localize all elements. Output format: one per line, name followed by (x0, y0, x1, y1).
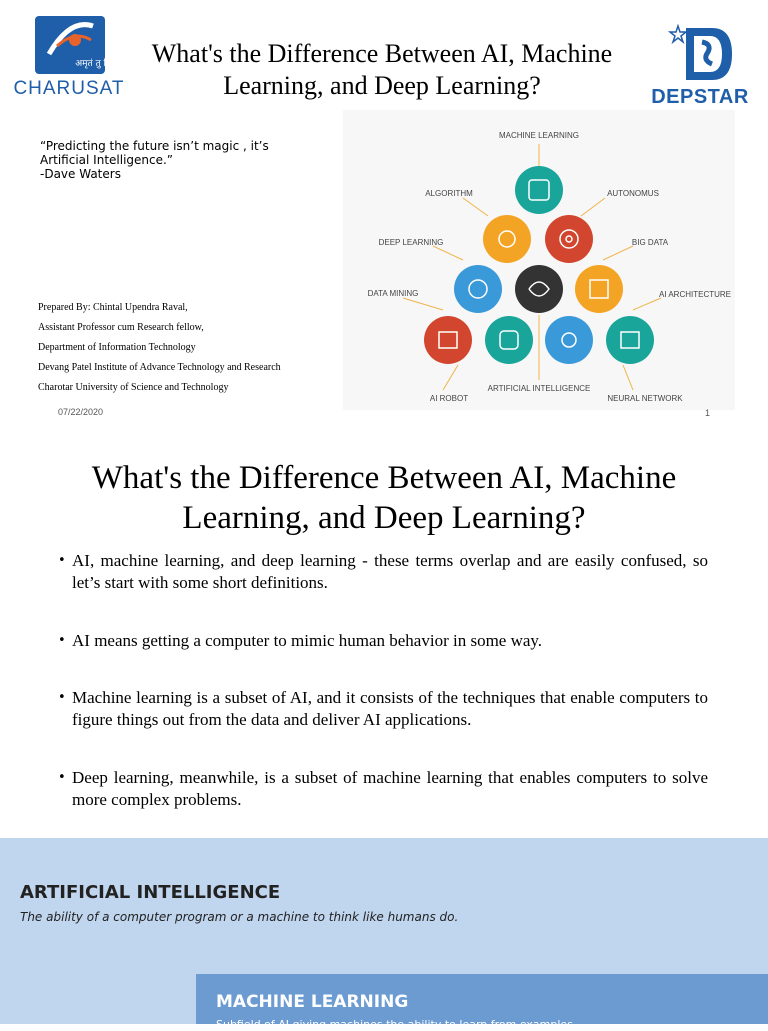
ml-heading: MACHINE LEARNING (216, 992, 409, 1012)
slide2-title: What's the Difference Between AI, Machine Learning, and Deep Learning? (91, 460, 677, 536)
deep-learning-node (454, 265, 502, 313)
quote-line: Artificial Intelligence.” (40, 153, 174, 167)
label-autonomus: AUTONOMUS (607, 189, 659, 198)
quote-line: “Predicting the future isn’t magic , it’s (40, 139, 269, 153)
prepared-by-line: Prepared By: Chintal Upendra Raval, (38, 302, 188, 313)
bullet-icon: • (58, 770, 66, 785)
ai-robot-node (424, 316, 472, 364)
prepared-by-block (38, 298, 338, 398)
autonomus-node (545, 215, 593, 263)
label-big-data: BIG DATA (631, 238, 669, 247)
algorithm-node (483, 215, 531, 263)
quote-block (40, 139, 310, 181)
bullet-icon: • (58, 690, 66, 705)
prepared-by-line: Devang Patel Institute of Advance Technology and Research (38, 362, 281, 373)
bullet-item (58, 687, 708, 731)
ai-architecture-node (606, 316, 654, 364)
ai-hierarchy-slide (0, 838, 768, 1031)
depstar-logo (650, 20, 750, 112)
label-machine-learning: MACHINE LEARNING (498, 131, 580, 140)
slide-date: 07/22/2020 (58, 407, 104, 417)
ml-subtext: Subfield of AI giving machines the ability to learn from examples (216, 1018, 573, 1031)
ai-heading: ARTIFICIAL INTELLIGENCE (20, 882, 281, 903)
bullet-text: AI means getting a computer to mimic human behavior in some way. (72, 631, 543, 650)
bullet-icon: • (58, 633, 66, 648)
bullet-text: Machine learning is a subset of AI, and it consists of the techniques that enable computers to figure things out from the data and deliver AI applications. (72, 688, 708, 729)
big-data-node (575, 265, 623, 313)
definitions-slide (0, 438, 768, 828)
machine-learning-node (515, 166, 563, 214)
bullet-icon: • (58, 553, 66, 568)
title-slide (0, 0, 768, 430)
charusat-motto: अमृतं तु विद्या (75, 59, 119, 69)
charusat-name: CHARUSAT (13, 78, 125, 99)
label-ai-architecture: AI ARCHITECTURE (658, 290, 732, 299)
center-ai-node (515, 265, 563, 313)
prepared-by-line: Assistant Professor cum Research fellow, (38, 322, 204, 333)
label-artificial-intelligence: ARTIFICIAL INTELLIGENCE (487, 384, 591, 393)
ai-concept-diagram (343, 110, 735, 410)
label-neural-network: NEURAL NETWORK (607, 394, 683, 403)
depstar-emblem-icon (650, 20, 750, 84)
depstar-name: DEPSTAR (651, 86, 749, 108)
prepared-by-line: Department of Information Technology (38, 342, 196, 353)
prepared-by-line: Charotar University of Science and Technology (38, 382, 229, 393)
label-data-mining: DATA MINING (367, 289, 419, 298)
bullet-text: AI, machine learning, and deep learning - these terms overlap and are easily confused, so let’s start with some short definitions. (72, 551, 708, 592)
neural-network-node (545, 316, 593, 364)
machine-learning-box (196, 974, 768, 1031)
bullet-item (58, 550, 708, 594)
charusat-emblem-icon (35, 16, 119, 74)
bullet-text: Deep learning, meanwhile, is a subset of machine learning that enables computers to solve more complex problems. (72, 768, 708, 809)
artificial-intelligence-node (485, 316, 533, 364)
quote-author: -Dave Waters (40, 167, 121, 181)
ai-definition: The ability of a computer program or a machine to think like humans do. (20, 910, 459, 924)
bullet-item (58, 767, 708, 811)
label-algorithm: ALGORITHM (425, 189, 473, 198)
bullet-item (58, 630, 708, 652)
label-ai-robot: AI ROBOT (429, 394, 469, 403)
slide-page-number: 1 (705, 408, 711, 418)
slide1-title: What's the Difference Between AI, Machine Learning, and Deep Learning? (151, 39, 613, 100)
label-deep-learning: DEEP LEARNING (378, 238, 444, 247)
charusat-logo (8, 16, 130, 100)
